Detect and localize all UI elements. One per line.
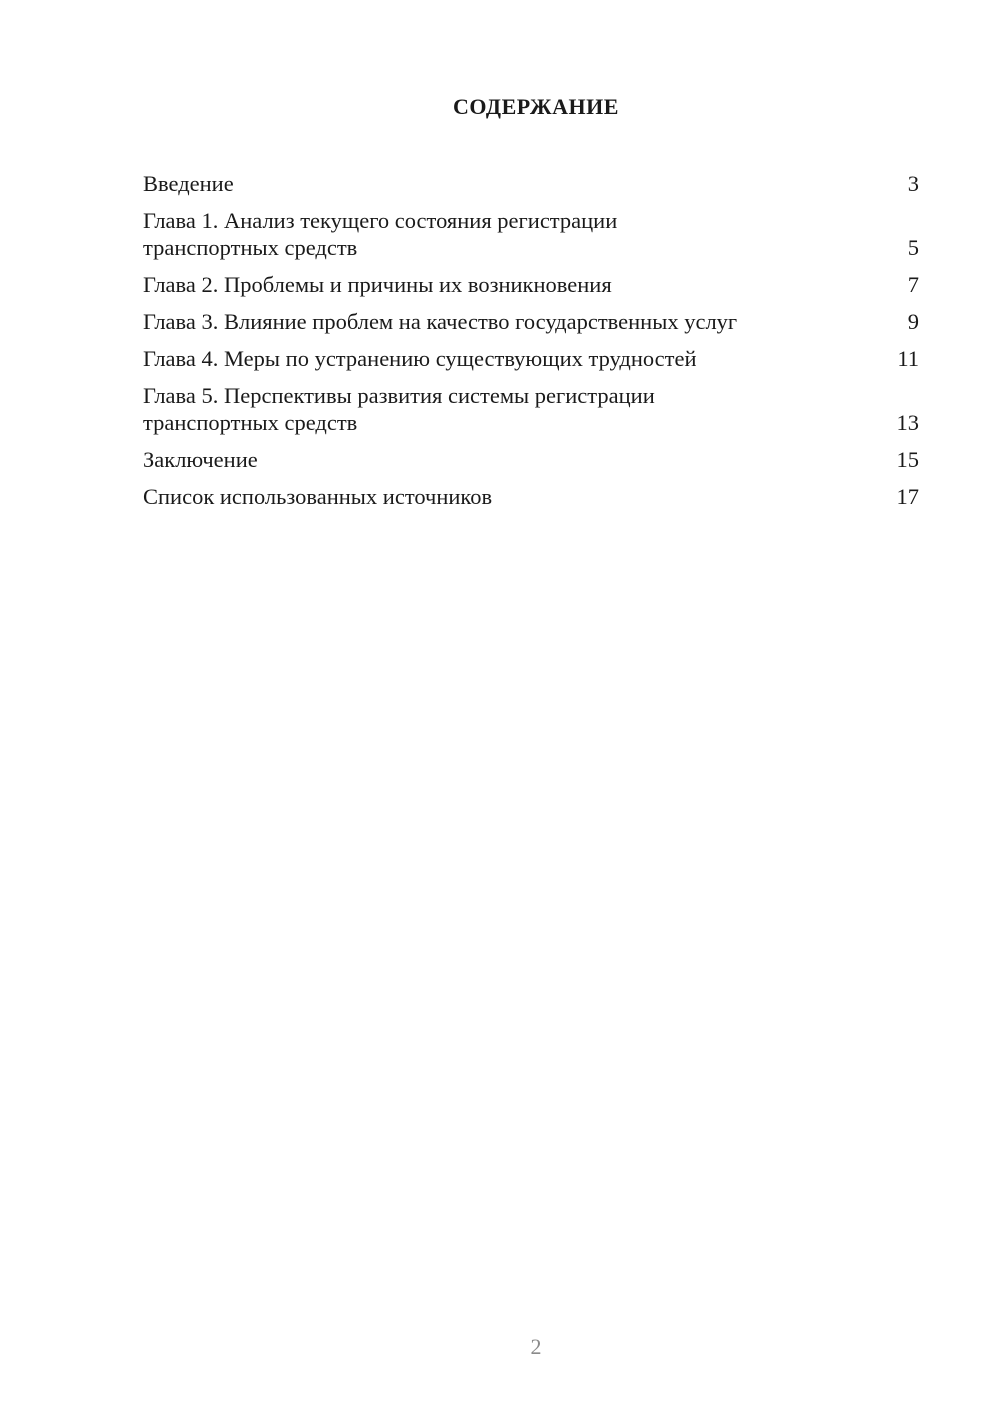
toc-entry-page: 11 bbox=[897, 346, 919, 371]
toc-entry-line: Глава 3. Влияние проблем на качество государственных услуг bbox=[143, 309, 738, 334]
toc-entry bbox=[143, 382, 919, 436]
toc-entry-line: Глава 5. Перспективы развития системы регистрации bbox=[143, 383, 655, 408]
toc-entry-line: транспортных средств bbox=[143, 235, 358, 260]
toc-entry-line: Заключение bbox=[143, 447, 258, 472]
page-title: СОДЕРЖАНИЕ bbox=[453, 94, 619, 119]
toc-entry-line: транспортных средств bbox=[143, 410, 358, 435]
toc-entry-line: Глава 2. Проблемы и причины их возникновения bbox=[143, 272, 612, 297]
toc-entry bbox=[143, 170, 919, 197]
toc-entry bbox=[143, 446, 919, 473]
table-of-contents bbox=[143, 170, 919, 520]
toc-entry-page: 13 bbox=[896, 410, 919, 435]
toc-entry-line: Глава 4. Меры по устранению существующих трудностей bbox=[143, 346, 697, 371]
toc-entry-page: 7 bbox=[907, 272, 919, 297]
toc-entry bbox=[143, 308, 919, 335]
page-number: 2 bbox=[530, 1334, 542, 1359]
toc-entry-text bbox=[143, 271, 889, 298]
toc-entry-text bbox=[143, 308, 889, 335]
toc-entry-line: Список использованных источников bbox=[143, 484, 493, 509]
toc-entry-line: Введение bbox=[143, 171, 234, 196]
toc-entry-text bbox=[143, 170, 889, 197]
toc-entry-page: 15 bbox=[896, 447, 919, 472]
toc-entry-text bbox=[143, 382, 889, 436]
toc-entry bbox=[143, 483, 919, 510]
toc-entry bbox=[143, 345, 919, 372]
toc-entry-text bbox=[143, 483, 889, 510]
toc-entry-page: 17 bbox=[896, 484, 919, 509]
toc-entry-page: 9 bbox=[907, 309, 919, 334]
toc-entry-line: Глава 1. Анализ текущего состояния регистрации bbox=[143, 208, 618, 233]
toc-entry bbox=[143, 207, 919, 261]
toc-entry-page: 5 bbox=[907, 235, 919, 260]
toc-entry-page: 3 bbox=[907, 171, 919, 196]
toc-entry-text bbox=[143, 207, 889, 261]
toc-entry-text bbox=[143, 446, 889, 473]
toc-entry bbox=[143, 271, 919, 298]
toc-entry-text bbox=[143, 345, 889, 372]
